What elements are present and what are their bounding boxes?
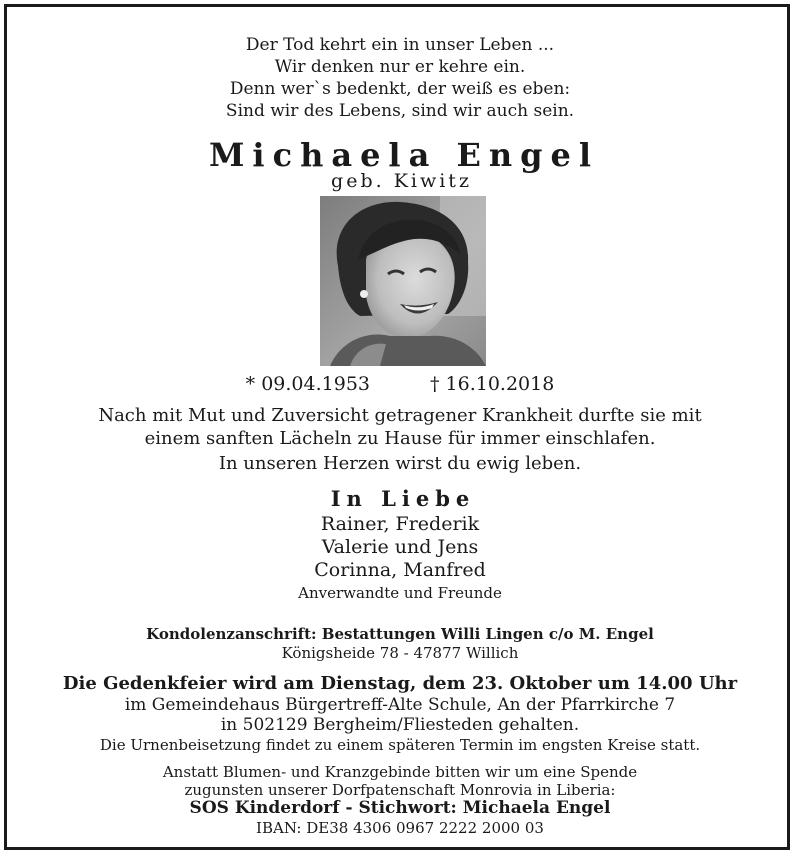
death-date: † 16.10.2018 bbox=[430, 373, 555, 395]
donation-iban: IBAN: DE38 4306 0967 2222 2000 03 bbox=[256, 819, 544, 837]
message-line-3: In unseren Herzen wirst du ewig leben. bbox=[218, 453, 582, 474]
family-line-1: Rainer, Frederik bbox=[320, 513, 480, 535]
family-line-3: Corinna, Manfred bbox=[314, 559, 486, 581]
service-line-4: Die Urnenbeisetzung findet zu einem späteren Termin im engsten Kreise statt. bbox=[99, 736, 701, 754]
birth-date: * 09.04.1953 bbox=[245, 373, 370, 395]
relatives-line: Anverwandte und Freunde bbox=[298, 584, 502, 602]
portrait-image bbox=[320, 196, 486, 366]
poem-line-2: Wir denken nur er kehre ein. bbox=[274, 57, 526, 77]
condolence-street: Königsheide 78 - 47877 Willich bbox=[281, 644, 519, 662]
service-line-1: Die Gedenkfeier wird am Dienstag, dem 23. Oktober um 14.00 Uhr bbox=[62, 673, 738, 694]
deceased-name: Michaela Engel bbox=[209, 136, 599, 174]
donation-line-2: zugunsten unserer Dorfpatenschaft Monrovia in Liberia: bbox=[184, 781, 616, 799]
poem-line-1: Der Tod kehrt ein in unser Leben ... bbox=[245, 35, 555, 55]
service-line-2: im Gemeindehaus Bürgertreff-Alte Schule, An der Pfarrkirche 7 bbox=[124, 695, 676, 715]
message-line-2: einem sanften Lächeln zu Hause für immer einschlafen. bbox=[144, 428, 656, 449]
family-heading: In Liebe bbox=[330, 486, 476, 511]
poem-line-3: Denn wer`s bedenkt, der weiß es eben: bbox=[229, 79, 571, 99]
life-dates bbox=[0, 372, 800, 396]
condolence-address: Kondolenzanschrift: Bestattungen Willi Lingen c/o M. Engel bbox=[146, 625, 654, 643]
portrait-photo bbox=[320, 196, 486, 366]
message-line-1: Nach mit Mut und Zuversicht getragener Krankheit durfte sie mit bbox=[98, 405, 702, 426]
service-line-3: in 502129 Bergheim/Fliesteden gehalten. bbox=[220, 715, 580, 735]
donation-line-3: SOS Kinderdorf - Stichwort: Michaela Engel bbox=[189, 798, 611, 818]
donation-line-1: Anstatt Blumen- und Kranzgebinde bitten wir um eine Spende bbox=[162, 763, 638, 781]
birth-name: geb. Kiwitz bbox=[331, 170, 472, 192]
poem-line-4: Sind wir des Lebens, sind wir auch sein. bbox=[225, 101, 575, 121]
family-line-2: Valerie und Jens bbox=[321, 536, 479, 558]
